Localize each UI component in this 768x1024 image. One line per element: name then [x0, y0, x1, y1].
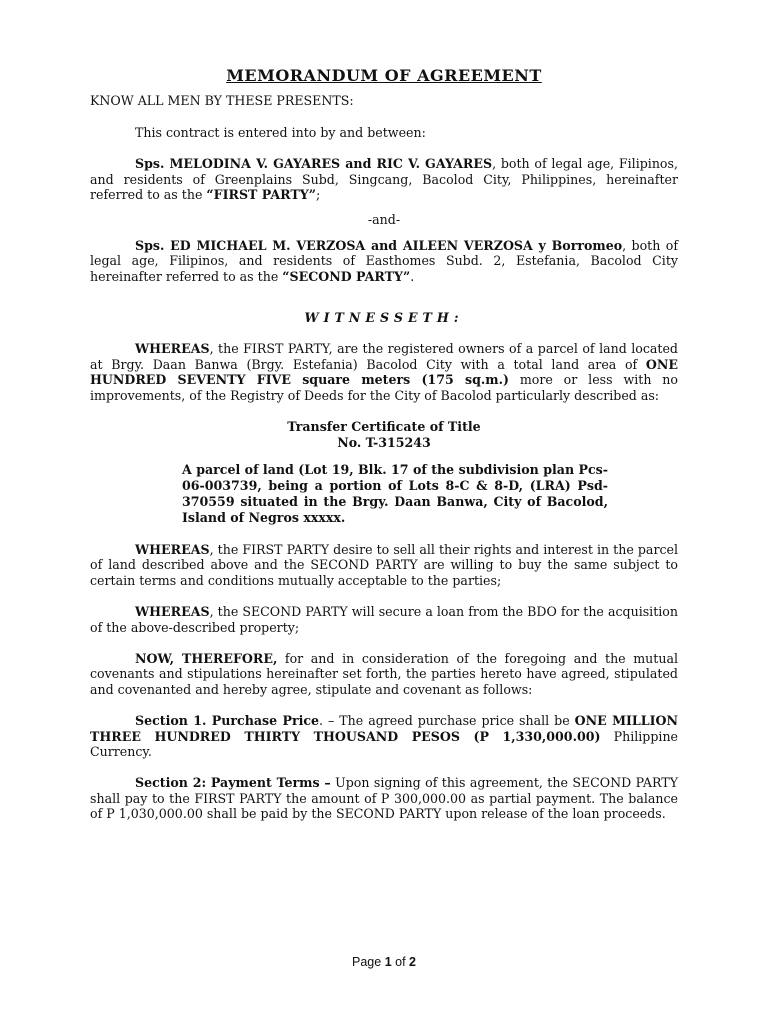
- whereas-paragraph-1: [90, 341, 678, 403]
- title-certificate: [90, 419, 678, 450]
- first-party-label: “FIRST PARTY”: [206, 187, 316, 203]
- first-party-end: ;: [315, 187, 321, 203]
- whereas-paragraph-3: [90, 604, 678, 635]
- second-party-paragraph: [90, 238, 678, 284]
- now-therefore-lead: NOW, THEREFORE,: [135, 650, 278, 666]
- section-1-paragraph: [90, 713, 678, 759]
- whereas-3-lead: WHEREAS: [135, 604, 210, 620]
- section-1-text: . – The agreed purchase price shall be: [319, 713, 575, 729]
- tct-line-1: Transfer Certificate of Title: [287, 419, 481, 435]
- whereas-2-text: , the FIRST PARTY desire to sell all their rights and interest in the parcel of land described above and the SECOND PARTY are willing to buy the same subject to certain terms and conditions mutually acceptable to the parties;: [90, 541, 678, 588]
- whereas-paragraph-2: [90, 542, 678, 588]
- document-title: MEMORANDUM OF AGREEMENT: [226, 66, 542, 85]
- intro-line: KNOW ALL MEN BY THESE PRESENTS:: [90, 93, 354, 109]
- contract-line: This contract is entered into by and between:: [135, 124, 426, 140]
- second-party-label: “SECOND PARTY”: [282, 268, 411, 284]
- whereas-1-lead: WHEREAS: [135, 341, 210, 357]
- section-1-end: Philippine Currency.: [90, 728, 679, 759]
- whereas-3-text: , the SECOND PARTY will secure a loan from the BDO for the acquisition of the above-described property;: [90, 604, 678, 635]
- lot-description: A parcel of land (Lot 19, Blk. 17 of the subdivision plan Pcs-06-003739, being a portion of Lots 8-C & 8-D, (LRA) Psd-370559 situated in the Brgy. Daan Banwa, City of Bacolod, Island of Negros xxxxx.: [182, 461, 608, 525]
- page-total: 2: [409, 955, 416, 969]
- section-2-text: Upon signing of this agreement, the SECOND PARTY shall pay to the FIRST PARTY the amount of P 300,000.00 as partial payment. The balance of P 1,030,000.00 shall be paid by the SECOND PARTY upon release of the loan proceeds.: [90, 775, 679, 822]
- land-area: ONE HUNDRED SEVENTY FIVE square meters (175 sq.m.): [90, 356, 678, 388]
- whereas-2-lead: WHEREAS: [135, 541, 210, 557]
- of-word: of: [395, 955, 406, 969]
- and-separator: -and-: [367, 212, 401, 228]
- section-2-paragraph: [90, 775, 678, 821]
- whereas-1-text-2: more or less with no improvements, of the Registry of Deeds for the City of Bacolod particularly described as:: [90, 372, 678, 403]
- page-word: Page: [352, 955, 382, 969]
- witnesseth-heading: WITNESSETH:: [304, 310, 464, 326]
- first-party-text: , both of legal age, Filipinos, and residents of Greenplains Subd, Singcang, Bacolod City, Philippines, hereinafter referred to as the: [90, 156, 678, 203]
- purchase-price-amount: ONE MILLION THREE HUNDRED THIRTY THOUSAND PESOS (P 1,330,000.00): [90, 713, 678, 744]
- tct-number: No. T-315243: [337, 434, 431, 450]
- section-1-heading: Section 1. Purchase Price: [135, 713, 320, 729]
- page-footer: [0, 955, 768, 970]
- now-therefore-paragraph: [90, 651, 678, 697]
- second-party-text: , both of legal age, Filipinos, and residents of Easthomes Subd. 2, Estefania, Bacolod City hereinafter referred to as the: [90, 237, 678, 284]
- whereas-1-text-1: , the FIRST PARTY, are the registered owners of a parcel of land located at Brgy. Daan Banwa (Brgy. Estefania) Bacolod City with a total land area of: [90, 341, 678, 372]
- first-party-paragraph: [90, 156, 678, 202]
- now-therefore-text: for and in consideration of the foregoing and the mutual covenants and stipulations hereinafter set forth, the parties hereto have agreed, stipulated and covenanted and hereby agree, stipulate and covenant as follows:: [90, 650, 678, 697]
- section-2-heading: Section 2: Payment Terms –: [135, 775, 331, 791]
- page-number: 1: [384, 955, 392, 969]
- second-party-end: .: [410, 268, 415, 284]
- first-party-names: Sps. MELODINA V. GAYARES and RIC V. GAYARES: [135, 156, 493, 172]
- second-party-names: Sps. ED MICHAEL M. VERZOSA and AILEEN VERZOSA y Borromeo: [135, 237, 623, 253]
